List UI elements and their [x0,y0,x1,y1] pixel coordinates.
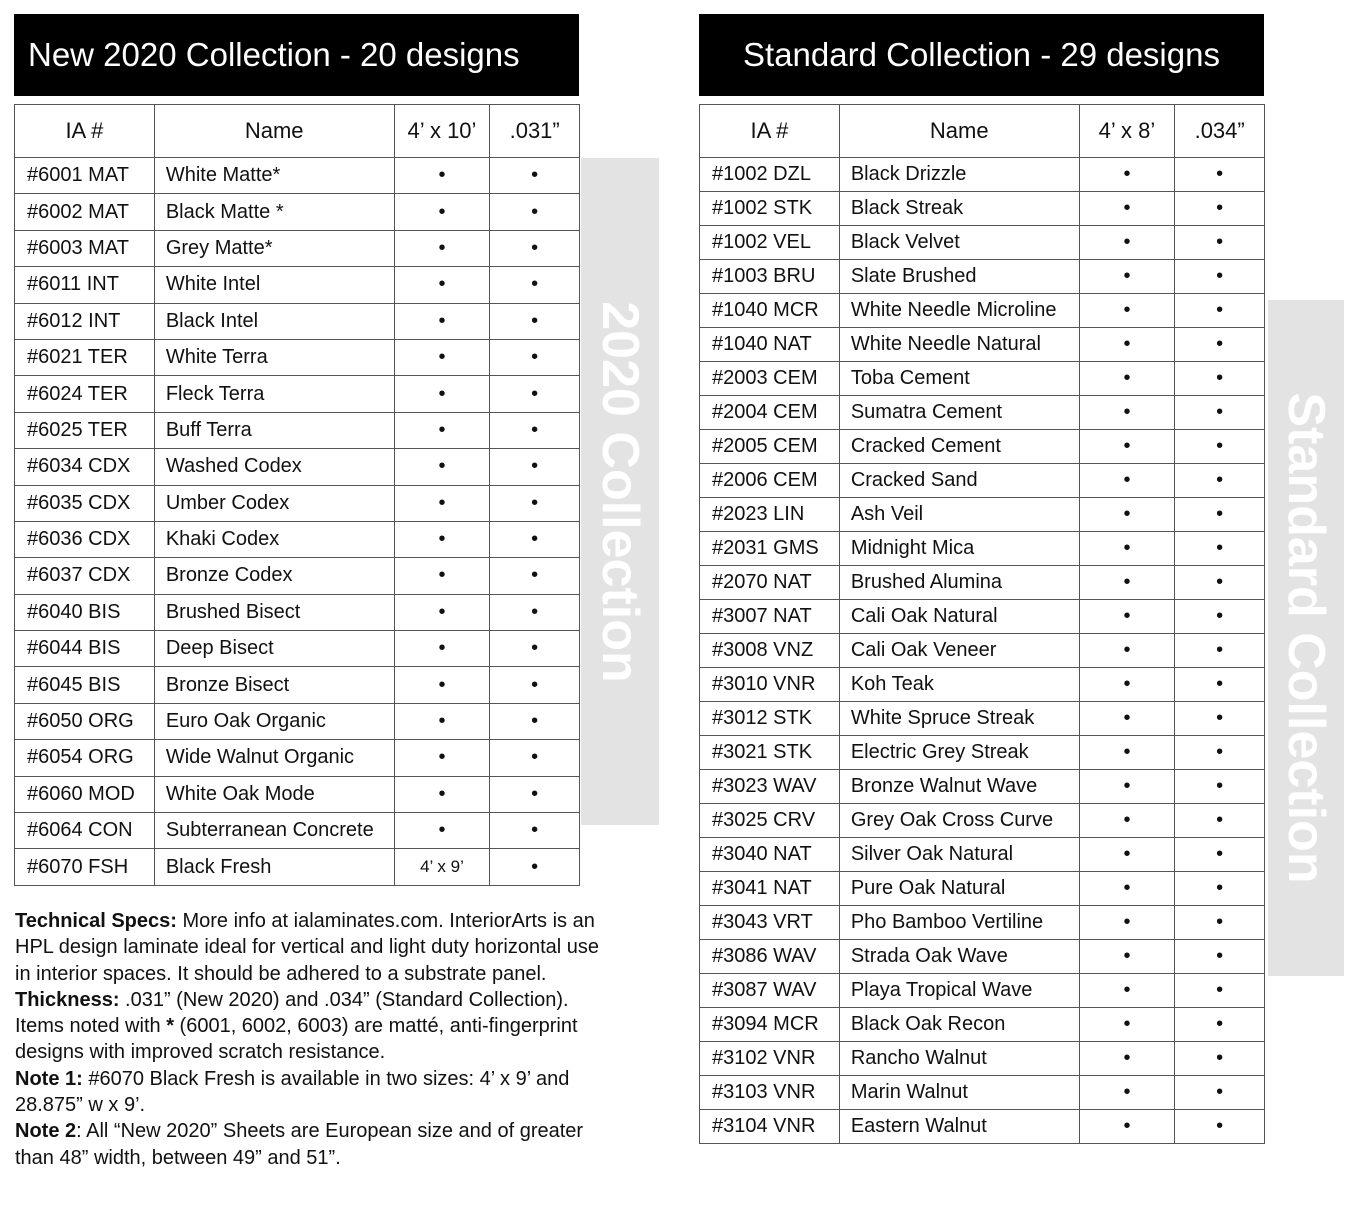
left-title-text: New 2020 Collection - 20 designs [28,36,520,73]
design-name-cell: Deep Bisect [154,631,394,667]
size-cell: • [1079,158,1175,192]
thickness-cell: • [1175,1008,1265,1042]
size-cell: • [1079,294,1175,328]
ia-number-cell: #6045 BIS [15,667,155,703]
column-header-thickness: .034” [1175,105,1265,158]
table-row [700,158,1265,192]
left-collection-title [14,14,579,96]
ia-number-cell: #3041 NAT [700,872,840,906]
design-name-cell: Cracked Sand [839,464,1079,498]
table-row [15,194,580,230]
table-row [15,558,580,594]
ia-number-cell: #6002 MAT [15,194,155,230]
ia-number-cell: #6035 CDX [15,485,155,521]
ia-number-cell: #1002 DZL [700,158,840,192]
table-row [15,230,580,266]
thickness-cell: • [490,158,580,194]
design-name-cell: Black Oak Recon [839,1008,1079,1042]
size-cell: • [394,412,490,448]
size-cell: • [394,485,490,521]
design-name-cell: Marin Walnut [839,1076,1079,1110]
ia-number-cell: #6060 MOD [15,776,155,812]
thickness-cell: • [1175,1076,1265,1110]
column-header-size: 4’ x 8’ [1079,105,1175,158]
size-cell: • [394,703,490,739]
note-2-label: Note 2 [15,1120,77,1143]
size-cell: • [1079,498,1175,532]
design-name-cell: Slate Brushed [839,260,1079,294]
thickness-cell: • [490,449,580,485]
thickness-cell: • [1175,1110,1265,1144]
table-header-row [15,105,580,158]
size-cell: • [1079,328,1175,362]
design-name-cell: Cali Oak Veneer [839,634,1079,668]
size-cell: • [394,158,490,194]
table-row [15,703,580,739]
design-name-cell: Koh Teak [839,668,1079,702]
right-side-tab-label: Standard Collection [1277,392,1335,884]
thickness-paragraph [15,987,600,1066]
design-name-cell: Cali Oak Natural [839,600,1079,634]
design-name-cell: Umber Codex [154,485,394,521]
thickness-cell: • [1175,1042,1265,1076]
table-row [700,192,1265,226]
table-row [15,594,580,630]
design-name-cell: Cracked Cement [839,430,1079,464]
table-row [700,838,1265,872]
size-cell: • [394,376,490,412]
ia-number-cell: #6034 CDX [15,449,155,485]
ia-number-cell: #6003 MAT [15,230,155,266]
thickness-cell: • [1175,430,1265,464]
table-row [700,294,1265,328]
size-cell: • [1079,940,1175,974]
design-name-cell: Strada Oak Wave [839,940,1079,974]
design-name-cell: Washed Codex [154,449,394,485]
thickness-cell: • [490,485,580,521]
ia-number-cell: #3025 CRV [700,804,840,838]
thickness-cell: • [490,631,580,667]
table-row [700,634,1265,668]
thickness-cell: • [1175,328,1265,362]
note-1-text: #6070 Black Fresh is available in two sizes: 4’ x 9’ and 28.875” w x 9’. [15,1067,570,1117]
ia-number-cell: #1040 MCR [700,294,840,328]
ia-number-cell: #2004 CEM [700,396,840,430]
table-row [700,226,1265,260]
table-row [15,849,580,885]
size-cell: • [1079,1076,1175,1110]
thickness-cell: • [1175,294,1265,328]
ia-number-cell: #3023 WAV [700,770,840,804]
table-row [15,740,580,776]
thickness-cell: • [1175,940,1265,974]
size-cell: • [1079,260,1175,294]
design-name-cell: Bronze Codex [154,558,394,594]
table-row [700,532,1265,566]
thickness-cell: • [490,703,580,739]
table-row [700,396,1265,430]
design-name-cell: Black Intel [154,303,394,339]
size-cell: • [1079,396,1175,430]
design-name-cell: Sumatra Cement [839,396,1079,430]
size-cell: • [1079,974,1175,1008]
design-name-cell: Rancho Walnut [839,1042,1079,1076]
thickness-cell: • [1175,838,1265,872]
thickness-cell: • [490,339,580,375]
thickness-text-continued: (6001, 6002, 6003) are matté, anti-fingerprint designs with improved scratch resistance. [15,1015,578,1064]
table-row [15,521,580,557]
thickness-cell: • [490,667,580,703]
design-name-cell: White Intel [154,267,394,303]
size-cell: • [394,667,490,703]
ia-number-cell: #6025 TER [15,412,155,448]
note-2-text: : All “New 2020” Sheets are European size and of greater than 48” width, between 49” and 51”. [15,1120,584,1169]
table-row [700,430,1265,464]
design-name-cell: Electric Grey Streak [839,736,1079,770]
technical-notes [15,908,600,1171]
design-name-cell: Wide Walnut Organic [154,740,394,776]
size-cell: • [394,339,490,375]
column-header-thickness: .031” [490,105,580,158]
ia-number-cell: #3010 VNR [700,668,840,702]
ia-number-cell: #1002 VEL [700,226,840,260]
size-cell: • [394,594,490,630]
ia-number-cell: #1040 NAT [700,328,840,362]
ia-number-cell: #1003 BRU [700,260,840,294]
ia-number-cell: #6040 BIS [15,594,155,630]
ia-number-cell: #2005 CEM [700,430,840,464]
table-row [15,158,580,194]
size-cell: • [394,303,490,339]
size-cell: • [394,449,490,485]
ia-number-cell: #6021 TER [15,339,155,375]
ia-number-cell: #3008 VNZ [700,634,840,668]
tech-specs-paragraph [15,908,600,987]
thickness-cell: • [1175,192,1265,226]
thickness-cell: • [490,740,580,776]
note-1-paragraph [15,1066,600,1119]
ia-number-cell: #2006 CEM [700,464,840,498]
size-cell: • [1079,668,1175,702]
design-name-cell: Black Drizzle [839,158,1079,192]
table-row [15,776,580,812]
ia-number-cell: #3103 VNR [700,1076,840,1110]
thickness-cell: • [1175,158,1265,192]
size-cell: • [1079,566,1175,600]
thickness-cell: • [1175,532,1265,566]
design-name-cell: Bronze Walnut Wave [839,770,1079,804]
design-name-cell: Eastern Walnut [839,1110,1079,1144]
thickness-cell: • [1175,634,1265,668]
right-collection-title [699,14,1264,96]
thickness-cell: • [1175,702,1265,736]
size-cell: • [1079,906,1175,940]
design-name-cell: Silver Oak Natural [839,838,1079,872]
thickness-cell: • [490,267,580,303]
ia-number-cell: #6012 INT [15,303,155,339]
design-name-cell: Pure Oak Natural [839,872,1079,906]
column-header-name: Name [839,105,1079,158]
design-name-cell: White Matte* [154,158,394,194]
table-row [700,260,1265,294]
design-name-cell: White Needle Microline [839,294,1079,328]
table-row [15,412,580,448]
size-cell: 4’ x 9’ [394,849,490,885]
thickness-cell: • [490,376,580,412]
size-cell: • [394,740,490,776]
design-name-cell: Black Streak [839,192,1079,226]
thickness-cell: • [1175,736,1265,770]
table-row [700,668,1265,702]
table-row [15,303,580,339]
ia-number-cell: #6001 MAT [15,158,155,194]
ia-number-cell: #3094 MCR [700,1008,840,1042]
table-row [15,267,580,303]
size-cell: • [394,521,490,557]
table-row [700,498,1265,532]
thickness-cell: • [490,594,580,630]
column-header-ia: IA # [15,105,155,158]
table-row [700,736,1265,770]
ia-number-cell: #6070 FSH [15,849,155,885]
table-row [15,813,580,849]
size-cell: • [394,267,490,303]
table-row [700,328,1265,362]
design-name-cell: Khaki Codex [154,521,394,557]
ia-number-cell: #6037 CDX [15,558,155,594]
thickness-cell: • [490,521,580,557]
ia-number-cell: #3086 WAV [700,940,840,974]
ia-number-cell: #3104 VNR [700,1110,840,1144]
right-title-text: Standard Collection - 29 designs [743,36,1220,73]
design-name-cell: Fleck Terra [154,376,394,412]
size-cell: • [1079,1042,1175,1076]
ia-number-cell: #1002 STK [700,192,840,226]
size-cell: • [1079,804,1175,838]
table-header-row [700,105,1265,158]
ia-number-cell: #6050 ORG [15,703,155,739]
design-name-cell: Bronze Bisect [154,667,394,703]
ia-number-cell: #3021 STK [700,736,840,770]
thickness-cell: • [1175,668,1265,702]
size-cell: • [1079,736,1175,770]
design-name-cell: Brushed Alumina [839,566,1079,600]
thickness-cell: • [1175,226,1265,260]
table-row [700,1042,1265,1076]
thickness-cell: • [490,813,580,849]
thickness-cell: • [490,230,580,266]
table-row [700,566,1265,600]
thickness-cell: • [490,849,580,885]
note-1-label: Note 1: [15,1067,83,1090]
thickness-text: .031” (New 2020) and .034” (Standard Collection). Items noted with [15,988,569,1038]
thickness-cell: • [490,776,580,812]
design-name-cell: Buff Terra [154,412,394,448]
design-name-cell: Toba Cement [839,362,1079,396]
table-row [700,600,1265,634]
ia-number-cell: #6011 INT [15,267,155,303]
new-2020-collection-table [14,104,580,886]
design-name-cell: Black Fresh [154,849,394,885]
size-cell: • [394,776,490,812]
note-2-paragraph [15,1118,600,1171]
table-row [700,974,1265,1008]
ia-number-cell: #3043 VRT [700,906,840,940]
table-row [700,362,1265,396]
ia-number-cell: #6054 ORG [15,740,155,776]
size-cell: • [394,813,490,849]
ia-number-cell: #2023 LIN [700,498,840,532]
ia-number-cell: #6024 TER [15,376,155,412]
ia-number-cell: #3087 WAV [700,974,840,1008]
thickness-label: Thickness: [15,988,120,1011]
table-row [700,940,1265,974]
size-cell: • [1079,362,1175,396]
size-cell: • [1079,872,1175,906]
thickness-cell: • [1175,396,1265,430]
thickness-cell: • [1175,498,1265,532]
ia-number-cell: #3012 STK [700,702,840,736]
column-header-size: 4’ x 10’ [394,105,490,158]
size-cell: • [1079,702,1175,736]
matte-star: * [166,1015,174,1038]
column-header-ia: IA # [700,105,840,158]
size-cell: • [1079,634,1175,668]
tech-specs-label: Technical Specs: [15,910,177,932]
left-side-tab [581,158,659,825]
thickness-cell: • [1175,974,1265,1008]
thickness-cell: • [1175,464,1265,498]
table-row [15,376,580,412]
table-row [700,872,1265,906]
design-name-cell: White Needle Natural [839,328,1079,362]
thickness-cell: • [1175,600,1265,634]
thickness-cell: • [490,194,580,230]
right-side-tab [1268,300,1344,976]
design-name-cell: Grey Oak Cross Curve [839,804,1079,838]
table-row [700,906,1265,940]
ia-number-cell: #6044 BIS [15,631,155,667]
table-row [700,770,1265,804]
thickness-cell: • [1175,260,1265,294]
thickness-cell: • [490,558,580,594]
size-cell: • [1079,430,1175,464]
design-name-cell: Ash Veil [839,498,1079,532]
table-row [700,1008,1265,1042]
design-name-cell: Pho Bamboo Vertiline [839,906,1079,940]
ia-number-cell: #2031 GMS [700,532,840,566]
design-name-cell: Euro Oak Organic [154,703,394,739]
size-cell: • [394,194,490,230]
size-cell: • [1079,192,1175,226]
table-row [700,1076,1265,1110]
table-row [700,804,1265,838]
table-row [700,464,1265,498]
table-row [15,485,580,521]
size-cell: • [1079,770,1175,804]
thickness-cell: • [1175,872,1265,906]
ia-number-cell: #3040 NAT [700,838,840,872]
size-cell: • [394,230,490,266]
design-name-cell: Playa Tropical Wave [839,974,1079,1008]
ia-number-cell: #6036 CDX [15,521,155,557]
design-name-cell: White Spruce Streak [839,702,1079,736]
tech-specs-text: More info at ialaminates.com. InteriorArts is an HPL design laminate ideal for vertical and light duty horizontal use in interior spaces. It should be adhered to a substrate panel. [15,910,600,985]
design-name-cell: Black Velvet [839,226,1079,260]
table-row [15,449,580,485]
ia-number-cell: #3007 NAT [700,600,840,634]
thickness-cell: • [1175,362,1265,396]
design-name-cell: Midnight Mica [839,532,1079,566]
size-cell: • [394,631,490,667]
ia-number-cell: #6064 CON [15,813,155,849]
thickness-cell: • [1175,566,1265,600]
thickness-cell: • [1175,804,1265,838]
ia-number-cell: #2070 NAT [700,566,840,600]
size-cell: • [1079,600,1175,634]
table-row [700,1110,1265,1144]
ia-number-cell: #3102 VNR [700,1042,840,1076]
size-cell: • [1079,838,1175,872]
left-side-tab-label: 2020 Collection [591,300,649,683]
size-cell: • [1079,532,1175,566]
table-row [700,702,1265,736]
table-row [15,667,580,703]
design-name-cell: White Oak Mode [154,776,394,812]
size-cell: • [394,558,490,594]
thickness-cell: • [1175,906,1265,940]
size-cell: • [1079,1110,1175,1144]
thickness-cell: • [490,303,580,339]
size-cell: • [1079,464,1175,498]
size-cell: • [1079,1008,1175,1042]
column-header-name: Name [154,105,394,158]
design-name-cell: Grey Matte* [154,230,394,266]
standard-collection-table [699,104,1265,1144]
thickness-cell: • [1175,770,1265,804]
table-row [15,339,580,375]
design-name-cell: White Terra [154,339,394,375]
design-name-cell: Black Matte * [154,194,394,230]
thickness-cell: • [490,412,580,448]
size-cell: • [1079,226,1175,260]
table-row [15,631,580,667]
design-name-cell: Brushed Bisect [154,594,394,630]
design-name-cell: Subterranean Concrete [154,813,394,849]
ia-number-cell: #2003 CEM [700,362,840,396]
